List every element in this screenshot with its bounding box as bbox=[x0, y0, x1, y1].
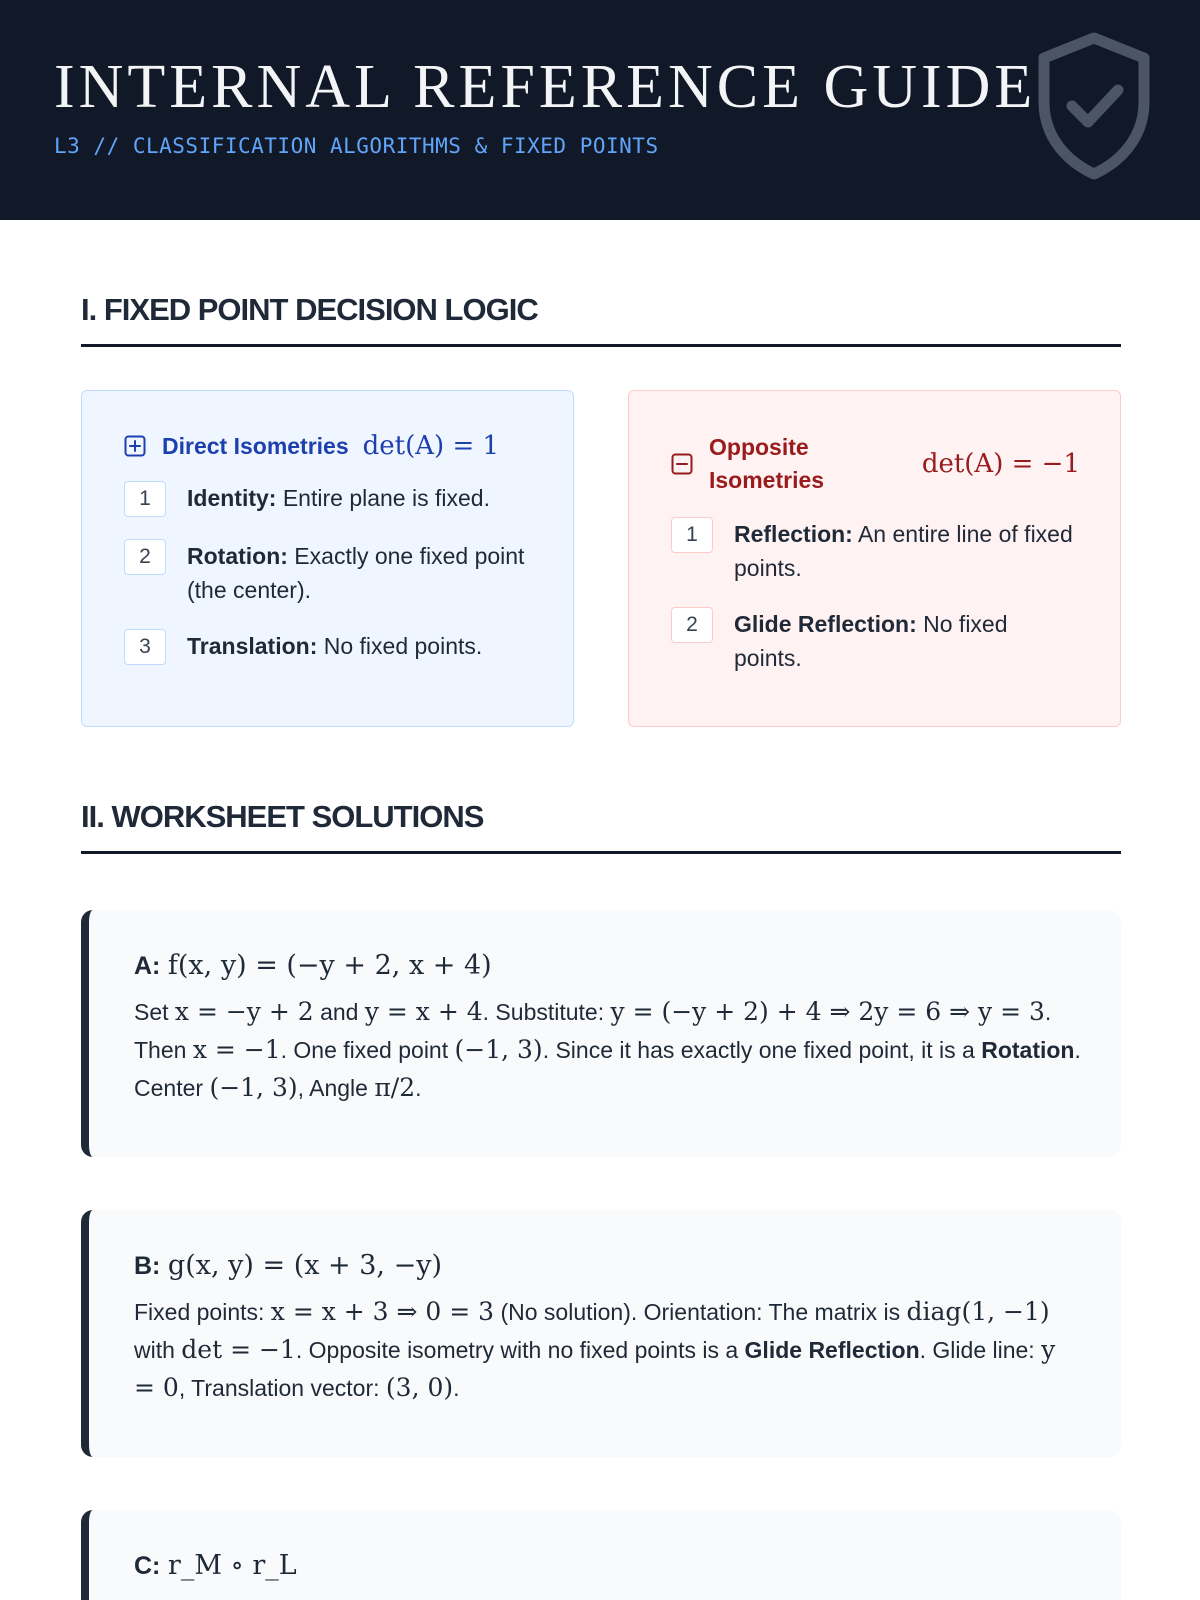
section-heading-fixed-point-logic: I. FIXED POINT DECISION LOGIC bbox=[81, 292, 1121, 347]
solution-card-a bbox=[81, 910, 1121, 1157]
solution-formula: r_M ∘ r_L bbox=[167, 1550, 297, 1581]
solution-card-b bbox=[81, 1210, 1121, 1457]
solution-formula: g(x, y) = (x + 3, −y) bbox=[167, 1250, 442, 1281]
rule-description: Exactly one fixed point (the center). bbox=[187, 543, 525, 603]
rule-name: Translation: bbox=[187, 633, 318, 659]
rule-description: No fixed points. bbox=[317, 633, 483, 659]
opposite-det-formula: det(A) = −1 bbox=[921, 449, 1080, 479]
list-item bbox=[124, 481, 533, 517]
rule-name: Reflection: bbox=[734, 521, 853, 547]
direct-isometries-title: Direct Isometries bbox=[162, 432, 349, 459]
section-heading-worksheet-solutions: II. WORKSHEET SOLUTIONS bbox=[81, 799, 1121, 854]
rule-description: An entire line of fixed points. bbox=[734, 521, 1073, 581]
list-item bbox=[124, 539, 533, 607]
rule-number: 1 bbox=[671, 517, 713, 553]
rule-name: Rotation: bbox=[187, 543, 288, 569]
solution-text: Set x = −y + 2 and y = x + 4. Substitute: y = (−y + 2) + 4 ⇒ 2y = 6 ⇒ y = 3. Then x = −1. One fixed point (−1, 3). Since it has exactly one fixed point, it is a Rotation. Center (−1, 3), Angle π/2. bbox=[134, 997, 1081, 1102]
rule-number: 2 bbox=[124, 539, 166, 575]
page-header bbox=[0, 0, 1200, 220]
rule-number: 1 bbox=[124, 481, 166, 517]
shield-check-icon bbox=[1030, 30, 1158, 182]
solution-text: Fixed points: x = x + 3 ⇒ 0 = 3 (No solution). Orientation: The matrix is diag(1, −1) with det = −1. Opposite isometry with no fixed points is a Glide Reflection. Glide line: y = 0, Translation vector: (3, 0). bbox=[134, 1297, 1056, 1402]
direct-isometries-card bbox=[81, 390, 574, 727]
list-item bbox=[671, 607, 1080, 675]
list-item bbox=[671, 517, 1080, 585]
opposite-isometries-card bbox=[628, 390, 1121, 727]
rule-description: No fixed points. bbox=[734, 611, 1008, 671]
solution-card-c bbox=[81, 1510, 1121, 1600]
page-title: INTERNAL REFERENCE GUIDE bbox=[54, 53, 1037, 121]
solution-label: C: bbox=[134, 1552, 161, 1580]
rule-name: Identity: bbox=[187, 485, 277, 511]
page-subtitle: L3 // CLASSIFICATION ALGORITHMS & FIXED POINTS bbox=[54, 134, 659, 158]
solution-formula: f(x, y) = (−y + 2, x + 4) bbox=[167, 950, 492, 981]
rule-name: Glide Reflection: bbox=[734, 611, 917, 637]
direct-det-formula: det(A) = 1 bbox=[362, 431, 500, 461]
plus-square-icon bbox=[124, 435, 146, 457]
rule-number: 2 bbox=[671, 607, 713, 643]
opposite-isometries-title: Opposite Isometries bbox=[709, 434, 825, 493]
solution-label: A: bbox=[134, 952, 161, 980]
rule-description: Entire plane is fixed. bbox=[276, 485, 490, 511]
list-item bbox=[124, 629, 533, 665]
rule-number: 3 bbox=[124, 629, 166, 665]
minus-square-icon bbox=[671, 453, 693, 475]
solution-label: B: bbox=[134, 1252, 161, 1280]
